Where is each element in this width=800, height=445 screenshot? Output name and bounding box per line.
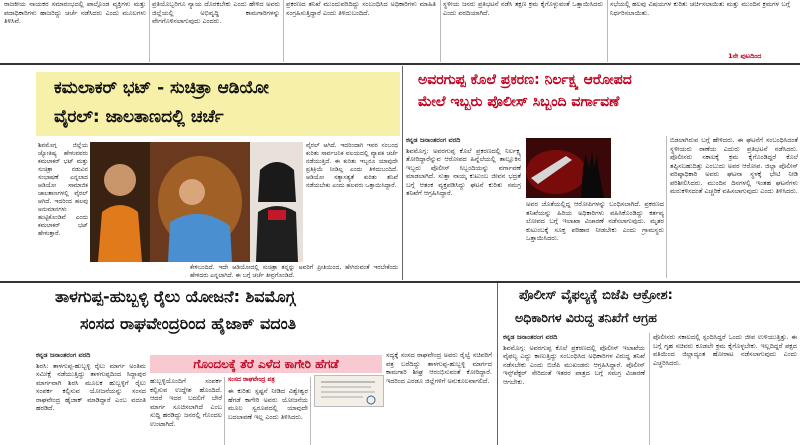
story1-headline-line2: ವೈರಲ್: ಜಾಲತಾಣದಲ್ಲಿ ಚರ್ಚೆ [54, 107, 224, 127]
column-divider [607, 0, 608, 62]
story3-column-4: ಸದ್ಯಕ್ಕೆ ಸಂಸದ ರಾಘವೇಂದ್ರ ಅವರು ರೈಲ್ವೆ ಸಚಿವರಿಗೆ ಪತ್ರ ಬರೆದಿದ್ದು ತಾಳಗುಪ್ಪ-ಹುಬ್ಬಳ್ಳಿ ಮಾರ್ಗದ ಕಾಮಗಾರಿ ಶೀಘ್ರ ಆರಂಭಿಸುವಂತೆ ಕೋರಿದ್ದಾರೆ. ಇದರಿಂದ ಎರಡೂ ಜಿಲ್ಲೆಗಳಿಗೆ ಅನುಕೂಲವಾಗಲಿದೆ. [386, 351, 492, 385]
story4-byline: ಕನ್ನಡ ಜನಾಂತರಂಗ ವರದಿ [503, 333, 558, 341]
letter-document-icon [315, 376, 383, 406]
story3-headline-line1: ತಾಳಗುಪ್ಪ-ಹುಬ್ಬಳ್ಳಿ ರೈಲು ಯೋಜನೆ: ಶಿವಮೊಗ್ಗ [55, 287, 296, 306]
story3-col1-text: ಶಿರಸಿ: ತಾಳಗುಪ್ಪ-ಹುಬ್ಬಳ್ಳಿ ರೈಲು ಮಾರ್ಗ ಅಂತಿಮ ಸಮೀಕ್ಷೆ ನಡೆಯುತ್ತಿದ್ದು ತಾಳಗುಪ್ಪದಿಂದ ಸಿದ್ದಾಪುರ ಮಾರ್ಗವಾಗಿ ಶಿರಸಿ ಮೂಲಕ ಹುಬ್ಬಳ್ಳಿಗೆ ರೈಲು ಸಂಪರ್ಕ ಕಲ್ಪಿಸುವ ಯೋಜನೆಯನ್ನು ಸಂಸದ ರಾಘವೇಂದ್ರ ಹೈಜಾಕ್ ಮಾಡಿದ್ದಾರೆ ಎಂಬ ವದಂತಿ ಹರಡಿದೆ. [36, 361, 146, 412]
story4-col1-text: ಶಿವಮೊಗ್ಗ: ಅವರಗುಪ್ಪ ಕೊಲೆ ಪ್ರಕರಣದಲ್ಲಿ ಪೊಲೀಸ್ ಇಲಾಖೆಯ ವೈಫಲ್ಯ ಎದ್ದು ಕಾಣುತ್ತಿದ್ದು ಸಂಬಂಧಿಸಿದ ಅಧಿಕಾರಿಗಳ ವಿರುದ್ಧ ತನಿಖೆ ನಡೆಸಬೇಕು ಎಂದು ಬಿಜೆಪಿ ಮುಖಂಡರು ಆಗ್ರಹಿಸಿದ್ದಾರೆ. ಪೊಲೀಸ್ ಇನ್ಸ್‌ಪೆಕ್ಟರ್ ಸೇರಿದಂತೆ ಇತರರ ಪಾತ್ರದ ಬಗ್ಗೆ ಸಮಗ್ರ ವಿಚಾರಣೆ ಆಗಬೇಕು. [503, 343, 645, 386]
column-divider [649, 333, 650, 445]
hand-knife-icon [526, 138, 611, 198]
continued-label: 1ನೇ ಪುಟದಿಂದ [728, 52, 762, 60]
story3-column-3: ಈ ಕುರಿತು ಸ್ಪಷ್ಟನೆ ನೀಡಿದ ವಿಶ್ವೇಶ್ವರ ಹೆಗಡೆ ಕಾಗೇರಿ ಅವರು ಯೋಜನೆಯ ಮೂಲ ಸ್ವರೂಪದಲ್ಲಿ ಯಾವುದೇ ಬದಲಾವಣೆ ಇಲ್ಲ ಎಂದು ತಿಳಿಸಿದರು. [228, 387, 308, 421]
story2-left-text: ಶಿವಮೊಗ್ಗ: ಅವರಗುಪ್ಪ ಕೊಲೆ ಪ್ರಕರಣದಲ್ಲಿ ನಿರ್ಲಕ್ಷ್ಯ ತೋರಿದ್ದಾರೆನ್ನುವ ಆರೋಪದ ಹಿನ್ನೆಲೆಯಲ್ಲಿ ತಾಲ್ಲೂಕಿನ ಇಬ್ಬರು ಪೊಲೀಸ್ ಸಿಬ್ಬಂದಿಯನ್ನು ವರ್ಗಾವಣೆ ಮಾಡಲಾಗಿದೆ. ಸುತ್ತಾ ನಾಯ್ಕ ಕುಟುಂಬ ಜೀವನ ಭದ್ರತೆ ಬಗ್ಗೆ ಆತಂಕ ವ್ಯಕ್ತಪಡಿಸಿದ್ದು ಘಟನೆ ಕುರಿತು ಸಮಗ್ರ ತನಿಖೆಗೆ ಆಗ್ರಹಿಸಿದ್ದಾರೆ. [406, 146, 521, 197]
column-divider [310, 377, 311, 445]
story2-byline: ಕನ್ನಡ ಜನಾಂತರಂಗ ವರದಿ [406, 136, 461, 144]
story-kamalakar-audio [0, 66, 401, 280]
story3-document-image [314, 375, 384, 407]
story4-headline-line2: ಅಧಿಕಾರಿಗಳ ವಿರುದ್ಧ ತನಿಖೆಗೆ ಆಗ್ರಹ [515, 310, 657, 325]
column-divider [666, 136, 667, 278]
story2-left-column [406, 136, 521, 278]
column-divider [224, 377, 225, 445]
story4-headline-line1: ಪೊಲೀಸ್ ವೈಫಲ್ಯಕ್ಕೆ ಬಿಜೆಪಿ ಆಕ್ರೋಶ: [519, 288, 673, 303]
story1-right-column: ವೈರಲ್ ಆಗಿದೆ. ಇದರಿಂದಾಗಿ ಇವರ ಸಂಬಂಧ ಕುರಿತು ಸಾರ್ವಜನಿಕ ವಲಯದಲ್ಲಿ ವ್ಯಾಪಕ ಚರ್ಚೆ ನಡೆಯುತ್ತಿದೆ. ಈ ಕುರಿತು ಇಬ್ಬರೂ ಯಾವುದೇ ಪ್ರತಿಕ್ರಿಯೆ ನೀಡಿಲ್ಲ ಎಂದು ತಿಳಿದುಬಂದಿದೆ. ಆಡಿಯೋ ಸತ್ಯಾಸತ್ಯತೆ ಕುರಿತು ತನಿಖೆ ನಡೆಯಬೇಕು ಎಂದು ಹಲವರು ಒತ್ತಾಯಿಸಿದ್ದಾರೆ. [306, 142, 398, 189]
top-column-3: ಪ್ರಕರಣದ ತನಿಖೆ ಮುಂದುವರಿದಿದ್ದು ಸಂಬಂಧಿಸಿದ ಅಧಿಕಾರಿಗಳು ಮಾಹಿತಿ ಸಂಗ್ರಹಿಸುತ್ತಿದ್ದಾರೆ ಎಂದು ತಿಳಿದುಬಂದಿದೆ. [286, 0, 436, 17]
section-rule [0, 63, 800, 65]
story2-right-column: ಬಿಡಲಾಗಿರುವ ಬಗ್ಗೆ ಹೇಳಿದರು. ಈ ಘಟನೆಗೆ ಸಂಬಂಧಿಸಿದಂತೆ ಸ್ಥಳೀಯರು ಠಾಣೆಯ ಎದುರು ಪ್ರತಿಭಟನೆ ನಡೆಸಿದರು. ಪೊಲೀಸರು ಸಕಾಲಕ್ಕೆ ಕ್ರಮ ಕೈಗೊಂಡಿದ್ದರೆ ಕೊಲೆ ತಪ್ಪಿಸಬಹುದಿತ್ತು ಎಂಬುದು ಅವರ ಆರೋಪ. ಜಿಲ್ಲಾ ಪೊಲೀಸ್ ವರಿಷ್ಠಾಧಿಕಾರಿ ಅವರು ಘಟನಾ ಸ್ಥಳಕ್ಕೆ ಭೇಟಿ ನೀಡಿ ಪರಿಶೀಲಿಸಿದರು. ಮುಂದಿನ ದಿನಗಳಲ್ಲಿ ಇಂತಹ ಘಟನೆಗಳು ಮರುಕಳಿಸದಂತೆ ಎಚ್ಚರಿಕೆ ವಹಿಸಲಾಗುವುದು ಎಂದು ತಿಳಿಸಿದರು. [670, 136, 798, 195]
story-avaragupp-murder [404, 66, 800, 280]
story3-column-2: ಹುಬ್ಬಳ್ಳಿಯೊಂದಿಗೆ ಸಂಪರ್ಕ ಕಲ್ಪಿಸುವ ಉದ್ದೇಶ ಹೊಂದಿದೆ. ಆದರೆ ಇದರ ಬದಲಿಗೆ ಬೇರೆ ಮಾರ್ಗ ಸೂಚಿಸಲಾಗಿದೆ ಎಂಬ ಸುದ್ದಿ ಹರಡಿದ್ದು ಜನರಲ್ಲಿ ಗೊಂದಲ ಉಂಟಾಗಿದೆ. [150, 377, 222, 428]
story-bjp-protest [499, 283, 800, 445]
story1-photo-collage [90, 142, 303, 262]
top-column-5: ಸಭೆಯಲ್ಲಿ ಹಲವು ವಿಷಯಗಳ ಕುರಿತು ಚರ್ಚಿಸಲಾಯಿತು ಮತ್ತು ಮುಂದಿನ ಕ್ರಮಗಳ ಬಗ್ಗೆ ನಿರ್ಧರಿಸಲಾಯಿತು. [610, 0, 790, 17]
column-divider [440, 0, 441, 62]
story1-headline-line1: ಕಮಲಾಕರ್ ಭಟ್ - ಸುಚಿತ್ರಾ ಆಡಿಯೋ [54, 78, 269, 98]
column-divider [149, 0, 150, 62]
story1-bottom-text: ಕೇಳಿಬಂದಿದೆ. ಇದೇ ಆಡಿಯೋದಲ್ಲಿ ಸುಚಿತ್ರಾ ತನ್ನನ್ನು ಅವರಿಗೆ ಪ್ರೀತಿಯಿಂದ, ಹೇಗಿರುವಂತೆ ಇರಬೇಕೆಂದು ಹೇಳಿದರು ಎನ್ನಲಾಗಿದೆ. ಈ ಬಗ್ಗೆ ಚರ್ಚೆ ತೀವ್ರಗೊಂಡಿದೆ. [190, 264, 398, 279]
story3-headline-line2: ಸಂಸದ ರಾಘವೇಂದ್ರರಿಂದ ಹೈಜಾಕ್ ವದಂತಿ [80, 314, 297, 333]
story3-column-1 [36, 351, 146, 445]
top-column-2: ಪ್ರತಿಯೊಬ್ಬರಿಗೂ ನ್ಯಾಯ ದೊರಕಬೇಕು ಎಂದು ಹೇಳಿದ ಅವರು ಜಿಲ್ಲೆಯಲ್ಲಿ ಅಭಿವೃದ್ಧಿ ಕಾಮಗಾರಿಗಳನ್ನು ವೇಗಗೊಳಿಸಲಾಗುವುದು ಎಂದರು. [152, 0, 280, 25]
story3-subhead: ಗೊಂದಲಕ್ಕೆ ತೆರೆ ಎಳೆದ ಕಾಗೇರಿ ಹೆಗಡೆ [150, 355, 382, 373]
story3-caption: ಸಂಸದ ರಾಘವೇಂದ್ರ ಪತ್ರ [228, 376, 275, 383]
story1-left-column: ಶಿವಮೊಗ್ಗ ಜಿಲ್ಲೆಯ ಜ್ಯೋತಿಷ್ಯ ಹೇಳುವವರು ಕಮಲಾಕರ್ ಭಟ್ ಮತ್ತು ಸುಚಿತ್ರಾ ನಡುವಿನ ಸಂಭಾಷಣೆ ಎನ್ನಲಾದ ಆಡಿಯೋ ಸಾಮಾಜಿಕ ಜಾಲತಾಣಗಳಲ್ಲಿ ವೈರಲ್ ಆಗಿದೆ. ಇದರಿಂದ ಹಲವು ಅನುಮಾನಗಳು ಹುಟ್ಟಿಕೊಂಡಿವೆ ಎಂದು ಕಮಲಾಕರ್ ಭಟ್ ಹೇಳುತ್ತಾರೆ. [38, 142, 88, 237]
top-column-4: ಸ್ಥಳೀಯ ಜನರು ಪ್ರತಿಭಟನೆ ನಡೆಸಿ ತಕ್ಷಣ ಕ್ರಮ ಕೈಗೊಳ್ಳುವಂತೆ ಒತ್ತಾಯಿಸಿದರು ಎಂದು ವರದಿಯಾಗಿದೆ. [443, 0, 603, 17]
story-railway-project [0, 283, 496, 445]
collage-illustration [90, 142, 303, 262]
column-divider [402, 66, 403, 280]
story4-column-2: ಪೊಲೀಸರು ಸಕಾಲದಲ್ಲಿ ಸ್ಪಂದಿಸಿದ್ದರೆ ಒಂದು ಜೀವ ಉಳಿಯುತ್ತಿತ್ತು. ಈ ಬಗ್ಗೆ ಗೃಹ ಸಚಿವರು ಕೂಡಲೇ ಕ್ರಮ ಕೈಗೊಳ್ಳಬೇಕು. ಇಲ್ಲದಿದ್ದರೆ ಪಕ್ಷದ ವತಿಯಿಂದ ಜಿಲ್ಲಾದ್ಯಂತ ಹೋರಾಟ ನಡೆಸಲಾಗುವುದು ಎಂದು ಎಚ್ಚರಿಸಿದರು. [653, 333, 797, 367]
story2-crime-illustration [526, 138, 611, 198]
story3-byline: ಕನ್ನಡ ಜನಾಂತರಂಗ ವರದಿ [36, 351, 91, 359]
story2-headline-line1: ಅವರಗುಪ್ಪ ಕೊಲೆ ಪ್ರಕರಣ: ನಿರ್ಲಕ್ಷ್ಯ ಆರೋಪದ [418, 72, 632, 88]
story2-headline-line2: ಮೇಲೆ ಇಬ್ಬರು ಪೊಲೀಸ್ ಸಿಬ್ಬಂದಿ ವರ್ಗಾವಣೆ [418, 94, 620, 110]
story2-mid-column: ಅವರ ಜೊತೆಯಲ್ಲಿದ್ದ ಆರೋಪಿಗಳನ್ನು ಬಂಧಿಸಲಾಗಿದೆ. ಪ್ರಕರಣದ ತನಿಖೆಯನ್ನು ಹಿರಿಯ ಅಧಿಕಾರಿಗಳು ವಹಿಸಿಕೊಂಡಿದ್ದು ಕರ್ತವ್ಯ ಲೋಪದ ಬಗ್ಗೆ ಇಲಾಖಾ ವಿಚಾರಣೆ ನಡೆಸಲಾಗುವುದು. ಮೃತರ ಕುಟುಂಬಕ್ಕೆ ಸೂಕ್ತ ಪರಿಹಾರ ನೀಡಬೇಕು ಎಂದು ಗ್ರಾಮಸ್ಥರು ಒತ್ತಾಯಿಸಿದರು. [526, 200, 664, 242]
column-divider [283, 0, 284, 62]
column-divider [497, 283, 498, 445]
story4-column-1 [503, 333, 645, 445]
top-column-1: ರಾಜಕೀಯ ನಾಯಕರ ಸಮಾರಂಭದಲ್ಲಿ ಪಾಲ್ಗೊಂಡ ವ್ಯಕ್ತಿಗಳು ಮತ್ತು ಪದಾಧಿಕಾರಿಗಳು ಹಾಜರಿದ್ದು ಚರ್ಚೆ ನಡೆಸಿದರು ಎಂದು ಮೂಲಗಳು ತಿಳಿಸಿವೆ. [4, 0, 146, 25]
